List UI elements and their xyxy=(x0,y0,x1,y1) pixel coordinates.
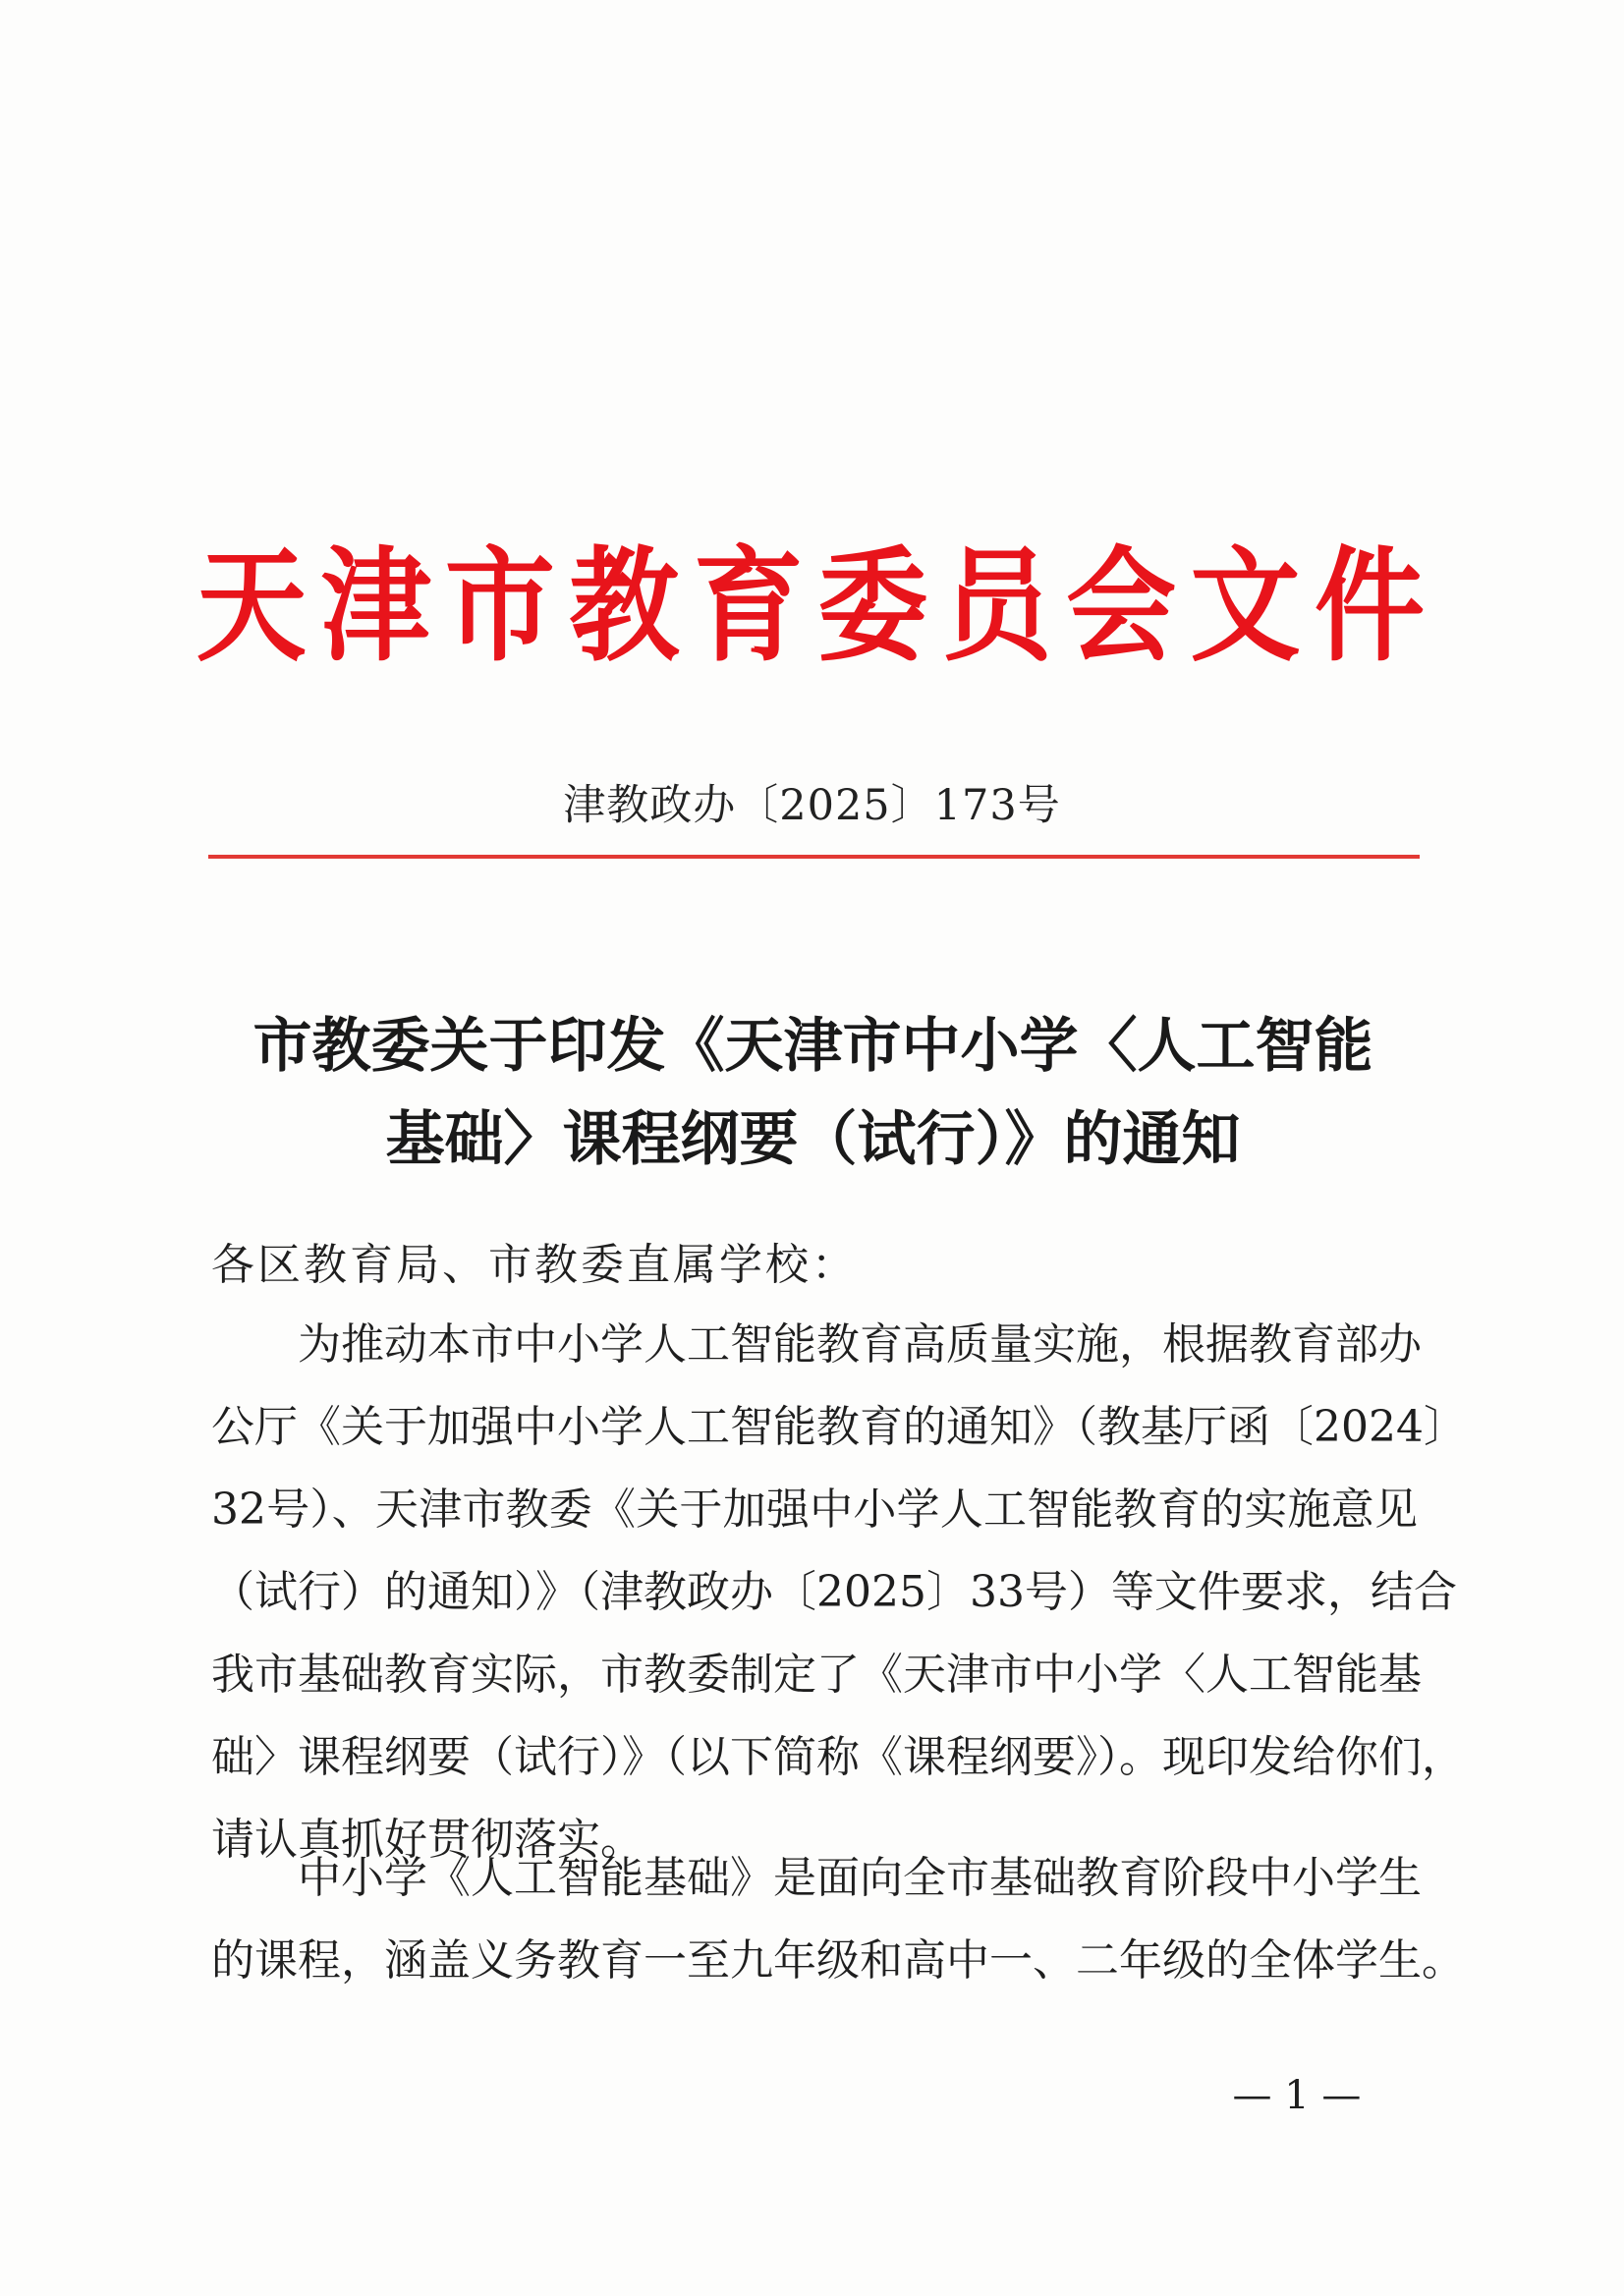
masthead-char: 会 xyxy=(1066,535,1177,679)
body-paragraph-2 xyxy=(211,1837,1465,2002)
page-number: — 1 — xyxy=(1232,2073,1362,2118)
masthead-char: 津 xyxy=(320,535,431,679)
masthead-char: 件 xyxy=(1314,535,1425,679)
red-divider-line xyxy=(208,855,1420,859)
masthead-char: 委 xyxy=(817,535,928,679)
paragraph-line: 请认真抓好贯彻落实。 xyxy=(211,1815,644,1865)
masthead-char: 文 xyxy=(1190,535,1301,679)
paragraph-line: 公厅《关于加强中小学人工智能教育的通知》（教基厅函〔2024〕 xyxy=(211,1402,1467,1452)
masthead-char: 育 xyxy=(693,535,804,679)
salutation: 各区教育局、市教委直属学校： xyxy=(211,1240,858,1290)
masthead-char: 市 xyxy=(444,535,555,679)
paragraph-line: 为推动本市中小学人工智能教育高质量实施，根据教育部办 xyxy=(298,1319,1422,1370)
paragraph-line: 的课程，涵盖义务教育一至九年级和高中一、二年级的全体学生。 xyxy=(211,1935,1465,1986)
masthead-title xyxy=(196,535,1425,679)
masthead-char: 员 xyxy=(941,535,1052,679)
paragraph-line: 中小学《人工智能基础》是面向全市基础教育阶段中小学生 xyxy=(298,1853,1422,1903)
masthead-char: 教 xyxy=(569,535,680,679)
title-line-1: 市教委关于印发《天津市中小学〈人工智能 xyxy=(252,1012,1373,1081)
paragraph-line: 础〉课程纲要（试行）》（以下简称《课程纲要》）。现印发给你们， xyxy=(211,1732,1465,1782)
body-paragraph-1 xyxy=(211,1304,1467,1881)
document-title xyxy=(211,1000,1415,1187)
paragraph-line: 我市基础教育实际，市教委制定了《天津市中小学〈人工智能基 xyxy=(211,1650,1422,1700)
title-line-2: 基础〉课程纲要（试行）》的通知 xyxy=(385,1105,1241,1174)
masthead-char: 天 xyxy=(196,535,307,679)
paragraph-line: （试行）的通知）》（津教政办〔2025〕33号）等文件要求，结合 xyxy=(211,1567,1457,1617)
paragraph-line: 32号）、天津市教委《关于加强中小学人工智能教育的实施意见 xyxy=(211,1484,1418,1535)
document-number: 津教政办〔2025〕173号 xyxy=(563,781,1061,830)
